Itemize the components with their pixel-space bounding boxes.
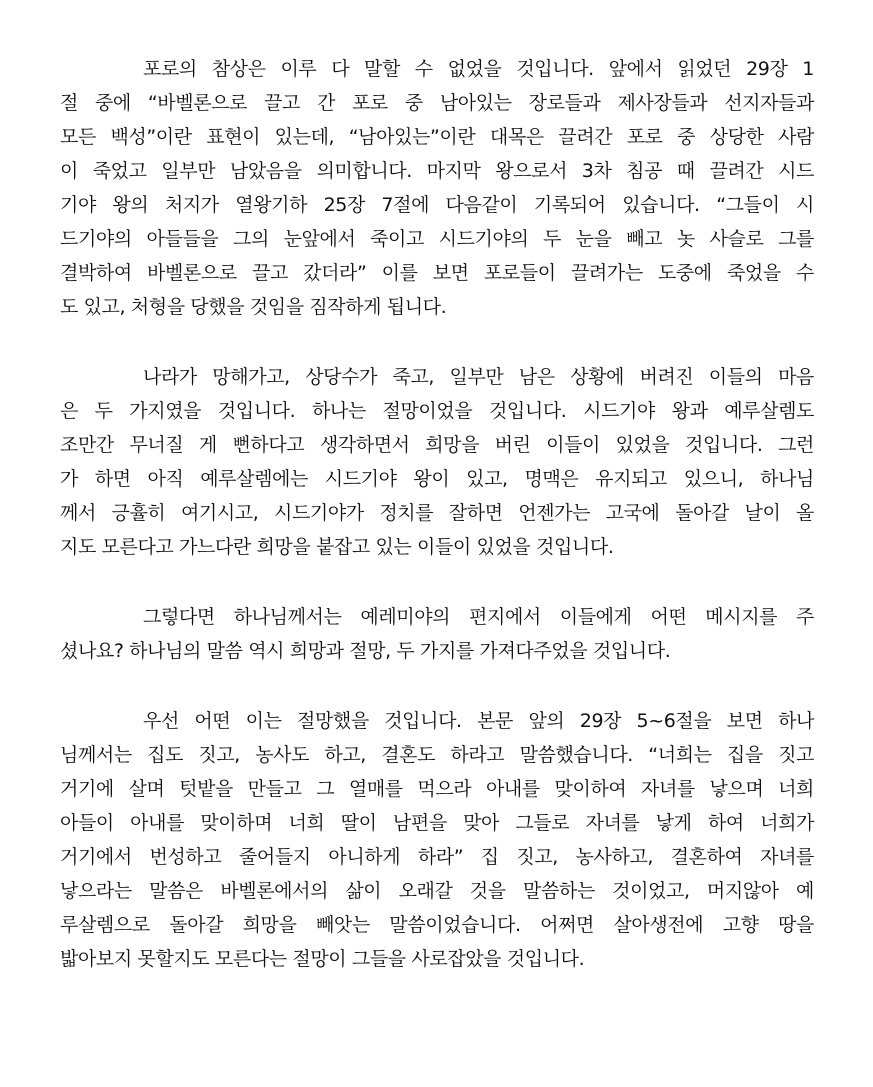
text-line: 나라가 망해가고, 상당수가 죽고, 일부만 남은 상황에 버려진 이들의 마음 bbox=[143, 366, 814, 388]
text-line: 님께서는 집도 짓고, 농사도 하고, 결혼도 하라고 말씀했습니다. “너희는 집을 짓고 bbox=[60, 744, 814, 766]
text-line: 거기에서 번성하고 줄어들지 아니하게 하라” 집 짓고, 농사하고, 결혼하여 자녀를 bbox=[60, 846, 814, 868]
text-line: 지도 모른다고 가느다란 희망을 붙잡고 있는 이들이 있었을 것입니다. bbox=[60, 536, 614, 558]
text-line: 우선 어떤 이는 절망했을 것입니다. 본문 앞의 29장 5~6절을 보면 하나 bbox=[143, 710, 814, 732]
text-line: 드기야의 아들들을 그의 눈앞에서 죽이고 시드기야의 두 눈을 빼고 놋 사슬로 그를 bbox=[60, 228, 814, 250]
document-page bbox=[60, 52, 814, 976]
text-line: 모든 백성”이란 표현이 있는데, “남아있는”이란 대목은 끌려간 포로 중 상당한 사람 bbox=[60, 126, 814, 148]
text-line: 께서 긍휼히 여기시고, 시드기야가 정치를 잘하면 언젠가는 고국에 돌아갈 날이 올 bbox=[60, 502, 814, 524]
paragraph-gap bbox=[60, 668, 814, 704]
text-line: 이 죽었고 일부만 남았음을 의미합니다. 마지막 왕으로서 3차 침공 때 끌려간 시드 bbox=[60, 160, 814, 182]
text-line: 조만간 무너질 게 뻔하다고 생각하면서 희망을 버린 이들이 있었을 것입니다. 그런 bbox=[60, 434, 814, 456]
paragraph-captives-suffering bbox=[60, 52, 814, 324]
paragraph-message-question bbox=[60, 600, 814, 668]
text-line: 밟아보지 못할지도 모른다는 절망이 그들을 사로잡았을 것입니다. bbox=[60, 948, 585, 970]
text-line: 거기에 살며 텃밭을 만들고 그 열매를 먹으라 아내를 맞이하여 자녀를 낳으며 너희 bbox=[60, 778, 814, 800]
text-line: 아들이 아내를 맞이하며 너희 딸이 남편을 맞아 그들로 자녀를 낳게 하여 너희가 bbox=[60, 812, 814, 834]
text-line: 포로의 참상은 이루 다 말할 수 없었을 것입니다. 앞에서 읽었던 29장 1 bbox=[143, 58, 814, 80]
paragraph-gap bbox=[60, 564, 814, 600]
text-line: 셨나요? 하나님의 말씀 역시 희망과 절망, 두 가지를 가져다주었을 것입니다. bbox=[60, 640, 671, 662]
text-line: 그렇다면 하나님께서는 예레미야의 편지에서 이들에게 어떤 메시지를 주 bbox=[143, 606, 814, 628]
text-line: 기야 왕의 처지가 열왕기하 25장 7절에 다음같이 기록되어 있습니다. “그들이 시 bbox=[60, 194, 814, 216]
paragraph-gap bbox=[60, 324, 814, 360]
text-line: 은 두 가지였을 것입니다. 하나는 절망이었을 것입니다. 시드기야 왕과 예루살렘도 bbox=[60, 400, 814, 422]
text-line: 가 하면 아직 예루살렘에는 시드기야 왕이 있고, 명맥은 유지되고 있으니, 하나님 bbox=[60, 468, 814, 490]
text-line: 루살렘으로 돌아갈 희망을 빼앗는 말씀이었습니다. 어쩌면 살아생전에 고향 땅을 bbox=[60, 914, 814, 936]
paragraph-two-minds bbox=[60, 360, 814, 564]
text-line: 낳으라는 말씀은 바벨론에서의 삶이 오래갈 것을 말씀하는 것이었고, 머지않아 예 bbox=[60, 880, 814, 902]
text-line: 도 있고, 처형을 당했을 것임을 짐작하게 됩니다. bbox=[60, 296, 447, 318]
paragraph-despair bbox=[60, 704, 814, 976]
text-line: 결박하여 바벨론으로 끌고 갔더라” 이를 보면 포로들이 끌려가는 도중에 죽었을 수 bbox=[60, 262, 814, 284]
text-line: 절 중에 “바벨론으로 끌고 간 포로 중 남아있는 장로들과 제사장들과 선지자들과 bbox=[60, 92, 814, 114]
